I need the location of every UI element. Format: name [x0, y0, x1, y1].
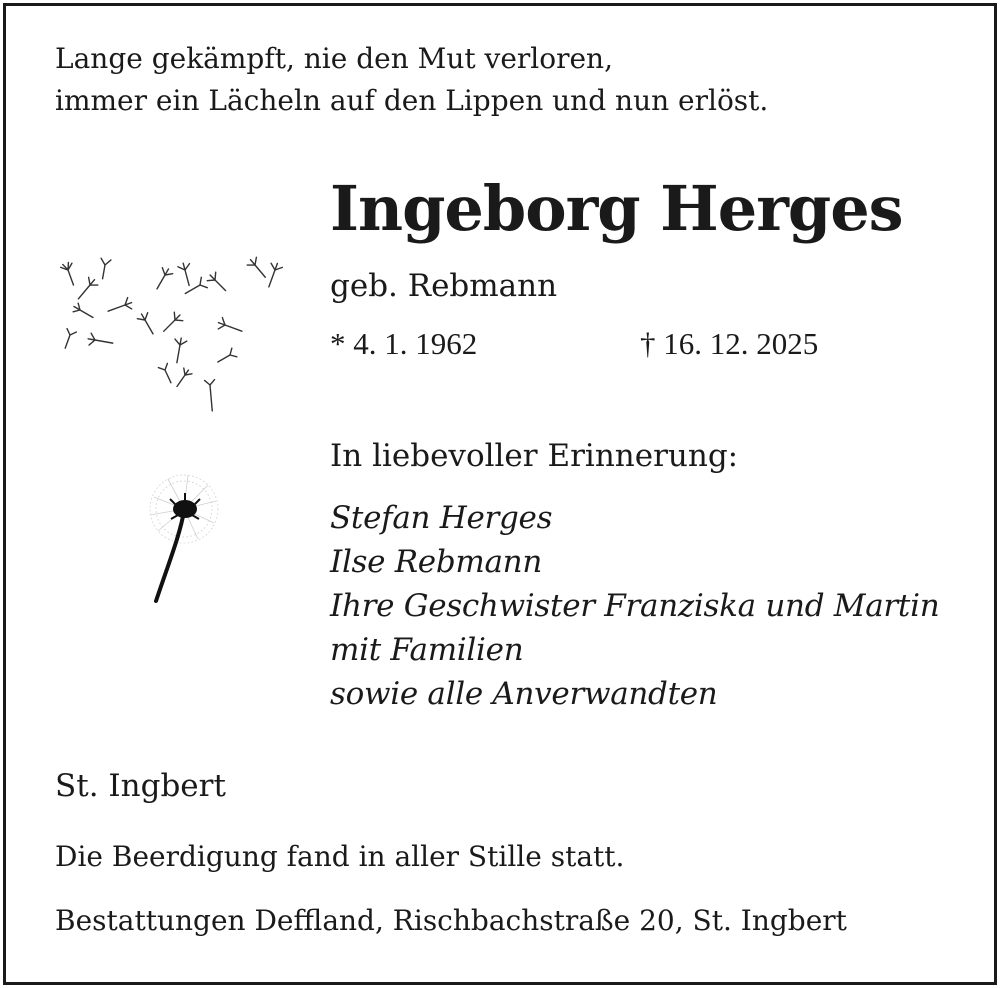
motto-line-1: Lange gekämpft, nie den Mut verloren, — [55, 42, 613, 75]
mourner-3: Ihre Geschwister Franziska und Martin — [330, 588, 940, 624]
funeral-note: Die Beerdigung fand in aller Stille statt. — [55, 840, 625, 873]
deceased-name: Ingeborg Herges — [330, 172, 903, 245]
death-date: † 16. 12. 2025 — [640, 326, 819, 361]
remembrance-heading: In liebevoller Erinnerung: — [330, 438, 739, 474]
mourners-list — [330, 496, 939, 716]
mourner-5: sowie alle Anverwandten — [330, 676, 718, 712]
mourner-1: Stefan Herges — [330, 500, 553, 536]
mourner-2: Ilse Rebmann — [330, 544, 543, 580]
dandelion-icon — [140, 465, 230, 605]
undertaker: Bestattungen Deffland, Rischbachstraße 20, St. Ingbert — [55, 904, 847, 937]
birth-name: geb. Rebmann — [330, 268, 558, 304]
birth-date: * 4. 1. 1962 — [330, 326, 478, 361]
dandelion-seeds-icon — [50, 250, 295, 420]
town: St. Ingbert — [55, 768, 226, 804]
mourner-4: mit Familien — [330, 632, 524, 668]
motto-line-2: immer ein Lächeln auf den Lippen und nun erlöst. — [55, 84, 769, 117]
motto — [55, 38, 768, 122]
